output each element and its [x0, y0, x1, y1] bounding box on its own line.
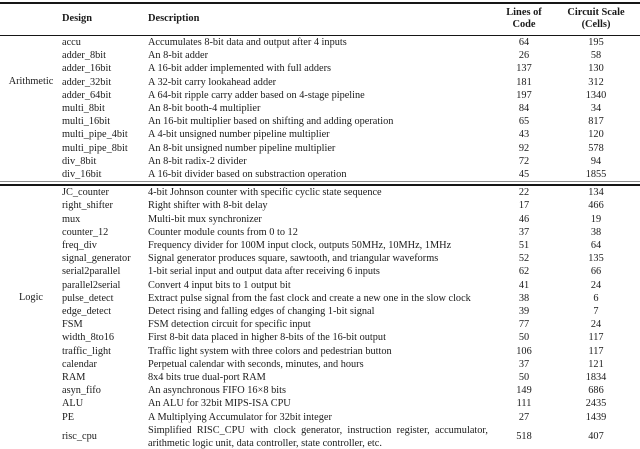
lines-of-code-cell: 197: [516, 89, 532, 101]
table-row: [0, 115, 640, 128]
table-row: [0, 384, 640, 397]
circuit-scale-cell: 1855: [585, 169, 607, 181]
table-row: [0, 102, 640, 115]
design-cell: adder_8bit: [62, 50, 107, 62]
design-cell: counter_12: [62, 226, 109, 238]
design-cell: mux: [62, 213, 81, 225]
circuit-scale-cell: 117: [588, 345, 604, 357]
lines-of-code-cell: 518: [516, 431, 532, 443]
lines-of-code-cell: 84: [518, 103, 530, 115]
design-cell: PE: [62, 411, 75, 423]
description-cell: Frequency divider for 100M input clock, outputs 50MHz, 10MHz, 1MHz: [148, 240, 452, 252]
design-cell: traffic_light: [62, 345, 111, 357]
table-row: [0, 185, 640, 199]
description-cell: First 8-bit data placed in higher 8-bits of the 16-bit output: [148, 332, 386, 344]
table-row: [0, 411, 640, 424]
description-cell: Simplified RISC_CPU with clock generator, instruction register, accumulator, arithmetic logic unit, data controller, state controller, etc.: [148, 424, 488, 449]
lines-of-code-cell: 46: [518, 213, 530, 225]
circuit-scale-cell: 195: [588, 37, 604, 48]
circuit-scale-cell: 94: [590, 155, 602, 167]
table-row: [0, 424, 640, 449]
lines-of-code-cell: 51: [518, 240, 530, 252]
circuit-scale-cell: 34: [590, 103, 602, 115]
lines-of-code-cell: 50: [518, 332, 530, 344]
design-cell: serial2parallel: [62, 266, 121, 278]
table-row: [0, 128, 640, 141]
description-cell: An 8-bit adder: [148, 50, 209, 62]
circuit-scale-cell: 312: [588, 76, 604, 88]
circuit-scale-cell: 64: [590, 240, 602, 252]
circuit-scale-cell: 121: [588, 358, 604, 370]
circuit-scale-cell: 117: [588, 332, 604, 344]
circuit-scale-cell: 135: [588, 253, 604, 265]
lines-of-code-cell: 41: [518, 279, 530, 291]
category-cell: Logic: [18, 292, 44, 304]
table-row: [0, 331, 640, 344]
header-lines-of-code-line2: Code: [512, 19, 536, 30]
design-cell: adder_16bit: [62, 63, 112, 75]
lines-of-code-cell: 37: [518, 226, 530, 238]
circuit-scale-cell: 24: [590, 279, 602, 291]
design-cell: freq_div: [62, 240, 97, 252]
header-description: Description: [148, 3, 496, 36]
circuit-scale-cell: 120: [588, 129, 604, 141]
lines-of-code-cell: 52: [518, 253, 530, 265]
design-cell: pulse_detect: [62, 292, 114, 304]
lines-of-code-cell: 111: [516, 398, 532, 410]
table-body: [0, 36, 640, 449]
circuit-scale-cell: 130: [588, 63, 604, 75]
table-row: [0, 265, 640, 278]
table-row: [0, 168, 640, 182]
table-row: [0, 397, 640, 410]
design-cell: risc_cpu: [62, 431, 97, 443]
design-cell: FSM: [62, 319, 83, 331]
header-lines-of-code-line1: Lines of: [506, 7, 542, 18]
design-cell: adder_64bit: [62, 89, 112, 101]
description-cell: 8x4 bits true dual-port RAM: [148, 372, 266, 384]
design-cell: accu: [62, 37, 81, 48]
lines-of-code-cell: 92: [518, 142, 530, 154]
table-row: [0, 142, 640, 155]
table-row: [0, 279, 640, 292]
table-row: [0, 226, 640, 239]
lines-of-code-cell: 106: [516, 345, 532, 357]
header-circuit-scale-line1: Circuit Scale: [567, 7, 625, 18]
table-row: [0, 345, 640, 358]
table-row: [0, 199, 640, 212]
lines-of-code-cell: 27: [518, 411, 530, 423]
description-cell: Detect rising and falling edges of changing 1-bit signal: [148, 306, 375, 318]
benchmark-table: [0, 2, 640, 449]
circuit-scale-cell: 407: [588, 431, 604, 443]
description-cell: An 8-bit radix-2 divider: [148, 155, 247, 167]
design-cell: multi_16bit: [62, 116, 111, 128]
header-category-blank: [0, 3, 62, 36]
description-cell: Right shifter with 8-bit delay: [148, 200, 268, 212]
circuit-scale-cell: 578: [588, 142, 604, 154]
description-cell: An 8-bit unsigned number pipeline multiplier: [148, 142, 336, 154]
table-row: [0, 292, 640, 305]
design-cell: JC_counter: [62, 187, 109, 199]
design-cell: RAM: [62, 372, 86, 384]
description-cell: A 32-bit carry lookahead adder: [148, 76, 277, 88]
design-cell: div_8bit: [62, 155, 97, 167]
table-row: [0, 155, 640, 168]
description-cell: A 4-bit unsigned number pipeline multiplier: [148, 129, 330, 141]
header-circuit-scale-line2: (Cells): [581, 19, 611, 30]
circuit-scale-cell: 1834: [585, 372, 607, 384]
design-cell: parallel2serial: [62, 279, 121, 291]
lines-of-code-cell: 149: [516, 385, 532, 397]
design-cell: multi_8bit: [62, 103, 105, 115]
table-row: [0, 371, 640, 384]
header-circuit-scale: [552, 3, 640, 36]
description-cell: Accumulates 8-bit data and output after 4 inputs: [148, 37, 347, 48]
design-cell: ALU: [62, 398, 84, 410]
lines-of-code-cell: 38: [518, 292, 530, 304]
table-row: [0, 213, 640, 226]
table-row: [0, 49, 640, 62]
description-cell: Extract pulse signal from the fast clock and create a new one in the slow clock: [148, 292, 471, 304]
table-row: [0, 239, 640, 252]
design-cell: calendar: [62, 358, 97, 370]
circuit-scale-cell: 134: [588, 187, 604, 199]
lines-of-code-cell: 50: [518, 372, 530, 384]
circuit-scale-cell: 38: [590, 226, 602, 238]
header-design: Design: [62, 3, 148, 36]
lines-of-code-cell: 137: [516, 63, 532, 75]
circuit-scale-cell: 58: [590, 50, 602, 62]
lines-of-code-cell: 37: [518, 358, 530, 370]
description-cell: 1-bit serial input and output data after receiving 6 inputs: [148, 266, 380, 278]
table-row: [0, 89, 640, 102]
table-row: [0, 36, 640, 50]
lines-of-code-cell: 64: [518, 37, 530, 48]
lines-of-code-cell: 26: [518, 50, 530, 62]
design-cell: width_8to16: [62, 332, 115, 344]
design-cell: edge_detect: [62, 306, 112, 318]
lines-of-code-cell: 39: [518, 306, 530, 318]
category-cell: Arithmetic: [8, 76, 54, 87]
lines-of-code-cell: 65: [518, 116, 530, 128]
circuit-scale-cell: 1340: [585, 89, 607, 101]
table-row: [0, 318, 640, 331]
table-row: [0, 62, 640, 75]
description-cell: A 16-bit divider based on substraction operation: [148, 169, 347, 181]
lines-of-code-cell: 181: [516, 76, 532, 88]
description-cell: Counter module counts from 0 to 12: [148, 226, 298, 238]
circuit-scale-cell: 466: [588, 200, 604, 212]
table-row: [0, 358, 640, 371]
lines-of-code-cell: 22: [518, 187, 530, 199]
design-cell: div_16bit: [62, 169, 102, 181]
design-cell: adder_32bit: [62, 76, 112, 88]
circuit-scale-cell: 19: [590, 213, 602, 225]
description-cell: A 16-bit adder implemented with full adders: [148, 63, 332, 75]
circuit-scale-cell: 6: [593, 292, 599, 304]
lines-of-code-cell: 62: [518, 266, 530, 278]
design-cell: multi_pipe_4bit: [62, 129, 128, 141]
table-row: [0, 252, 640, 265]
lines-of-code-cell: 72: [518, 155, 530, 167]
lines-of-code-cell: 17: [518, 200, 530, 212]
table-header-row: [0, 3, 640, 36]
circuit-scale-cell: 686: [588, 385, 604, 397]
table-row: [0, 76, 640, 89]
design-cell: right_shifter: [62, 200, 113, 212]
circuit-scale-cell: 66: [590, 266, 602, 278]
circuit-scale-cell: 7: [593, 306, 599, 318]
description-cell: Signal generator produces square, sawtooth, and triangular waveforms: [148, 253, 439, 265]
description-cell: Perpetual calendar with seconds, minutes, and hours: [148, 358, 364, 370]
description-cell: An asynchronous FIFO 16×8 bits: [148, 385, 286, 397]
table-row: [0, 305, 640, 318]
header-lines-of-code: [496, 3, 552, 36]
description-cell: FSM detection circuit for specific input: [148, 319, 311, 331]
lines-of-code-cell: 77: [518, 319, 530, 331]
description-cell: Convert 4 input bits to 1 output bit: [148, 279, 291, 291]
description-cell: An 8-bit booth-4 multiplier: [148, 103, 261, 115]
circuit-scale-cell: 1439: [585, 411, 607, 423]
description-cell: 4-bit Johnson counter with specific cyclic state sequence: [148, 187, 382, 199]
design-cell: asyn_fifo: [62, 385, 101, 397]
circuit-scale-cell: 2435: [585, 398, 607, 410]
lines-of-code-cell: 43: [518, 129, 530, 141]
circuit-scale-cell: 817: [588, 116, 604, 128]
design-cell: signal_generator: [62, 253, 131, 265]
lines-of-code-cell: 45: [518, 169, 530, 181]
description-cell: A 64-bit ripple carry adder based on 4-stage pipeline: [148, 89, 365, 101]
description-cell: Multi-bit mux synchronizer: [148, 213, 262, 225]
description-cell: A Multiplying Accumulator for 32bit integer: [148, 411, 332, 423]
description-cell: An ALU for 32bit MIPS-ISA CPU: [148, 398, 291, 410]
description-cell: An 16-bit multiplier based on shifting and adding operation: [148, 116, 394, 128]
description-cell: Traffic light system with three colors and pedestrian button: [148, 345, 392, 357]
design-cell: multi_pipe_8bit: [62, 142, 128, 154]
circuit-scale-cell: 24: [590, 319, 602, 331]
